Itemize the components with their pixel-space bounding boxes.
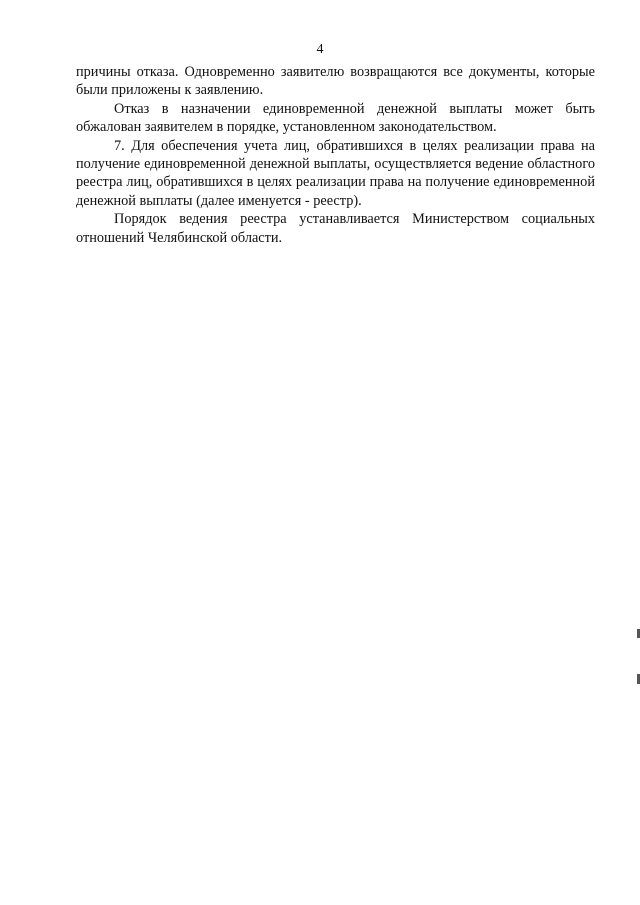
paragraph-refusal-reasons: причины отказа. Одновременно заявителю возвращаются все документы, которые были приложены к заявлению. (76, 64, 595, 99)
page-number: 4 (316, 42, 324, 57)
document-body (76, 63, 595, 247)
paragraph-registry-item-7: 7. Для обеспечения учета лиц, обратившихся в целях реализации права на получение единовременной денежной выплаты, осуществляется ведение областного реестра лиц, обратившихся в целях реализации права на получение единовременной денежной выплаты (далее именуется - реестр). (76, 137, 595, 209)
paragraph-registry-procedure: Порядок ведения реестра устанавливается Министерством социальных отношений Челябинской области. (76, 211, 595, 246)
paragraph-appeal: Отказ в назначении единовременной денежной выплаты может быть обжалован заявителем в порядке, установленном законодательством. (76, 100, 595, 136)
